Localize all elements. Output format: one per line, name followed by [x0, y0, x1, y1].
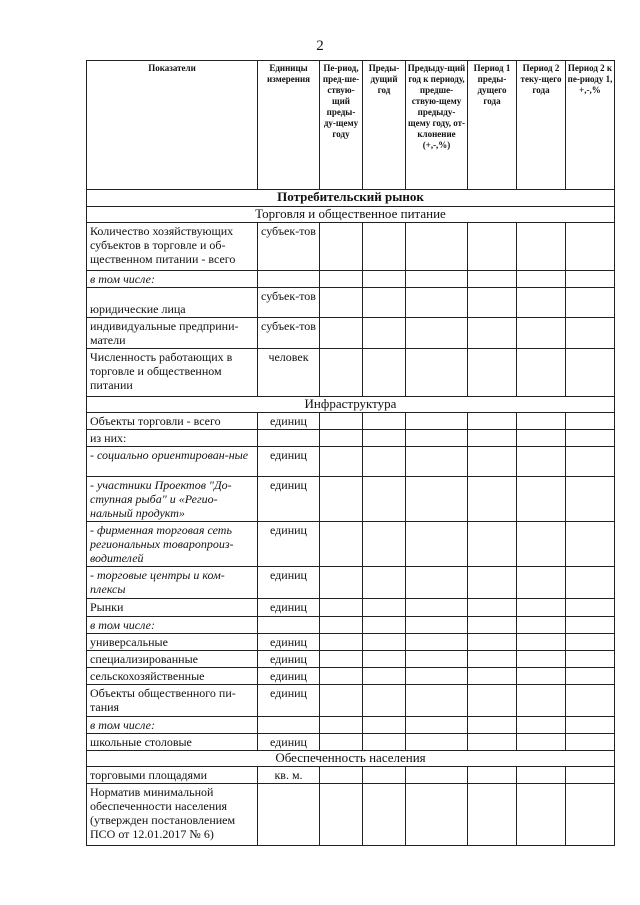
header-cell: Единицы измерения	[258, 61, 320, 190]
row-unit: кв. м.	[258, 767, 320, 784]
value-cell[interactable]	[517, 599, 566, 617]
row-unit: единиц	[258, 599, 320, 617]
value-cell[interactable]	[468, 685, 517, 717]
row-unit	[258, 430, 320, 447]
table-row	[87, 522, 615, 567]
value-cell[interactable]	[517, 617, 566, 634]
row-label: - фирменная торговая сеть региональных товаропроиз-водителей	[87, 522, 258, 567]
value-cell[interactable]	[406, 685, 468, 717]
value-cell[interactable]	[517, 447, 566, 477]
value-cell[interactable]	[363, 318, 406, 349]
value-cell[interactable]	[468, 734, 517, 751]
row-label: сельскохозяйственные	[87, 668, 258, 685]
value-cell[interactable]	[363, 223, 406, 271]
table-row	[87, 717, 615, 734]
header-row	[87, 61, 615, 190]
value-cell[interactable]	[517, 734, 566, 751]
value-cell[interactable]	[517, 668, 566, 685]
value-cell[interactable]	[566, 651, 615, 668]
value-cell[interactable]	[406, 567, 468, 599]
table-row	[87, 413, 615, 430]
table-row	[87, 734, 615, 751]
table-row	[87, 318, 615, 349]
row-label: в том числе:	[87, 271, 258, 288]
table-row	[87, 447, 615, 477]
row-unit: единиц	[258, 413, 320, 430]
value-cell[interactable]	[566, 223, 615, 271]
value-cell[interactable]	[468, 413, 517, 430]
table-row	[87, 567, 615, 599]
value-cell[interactable]	[566, 668, 615, 685]
row-unit: субъек-тов	[258, 223, 320, 271]
table-row	[87, 599, 615, 617]
value-cell[interactable]	[320, 318, 363, 349]
value-cell[interactable]	[363, 617, 406, 634]
value-cell[interactable]	[468, 717, 517, 734]
section-title: Потребительский рынок	[87, 190, 615, 207]
table-row	[87, 651, 615, 668]
value-cell[interactable]	[566, 734, 615, 751]
table-row	[87, 685, 615, 717]
value-cell[interactable]	[517, 784, 566, 846]
value-cell[interactable]	[468, 477, 517, 522]
row-label: Рынки	[87, 599, 258, 617]
row-unit: единиц	[258, 567, 320, 599]
value-cell[interactable]	[363, 288, 406, 318]
value-cell[interactable]	[468, 668, 517, 685]
row-label: Количество хозяйствующих субъектов в торговле и об-щественном питании - всего	[87, 223, 258, 271]
row-label: Объекты торговли - всего	[87, 413, 258, 430]
value-cell[interactable]	[566, 318, 615, 349]
row-label: из них:	[87, 430, 258, 447]
header-cell: Период 1 преды-дущего года	[468, 61, 517, 190]
value-cell[interactable]	[566, 685, 615, 717]
group-title-row	[87, 207, 615, 223]
value-cell[interactable]	[566, 288, 615, 318]
value-cell[interactable]	[517, 430, 566, 447]
table-row	[87, 784, 615, 846]
table-row	[87, 288, 615, 318]
value-cell[interactable]	[363, 567, 406, 599]
group-title-row	[87, 397, 615, 413]
section-row	[87, 190, 615, 207]
row-label: индивидуальные предприни-матели	[87, 318, 258, 349]
value-cell[interactable]	[566, 349, 615, 397]
value-cell[interactable]	[566, 599, 615, 617]
value-cell[interactable]	[468, 318, 517, 349]
value-cell[interactable]	[363, 734, 406, 751]
value-cell[interactable]	[320, 651, 363, 668]
row-unit: единиц	[258, 734, 320, 751]
value-cell[interactable]	[406, 767, 468, 784]
row-unit: единиц	[258, 634, 320, 651]
row-label: универсальные	[87, 634, 258, 651]
value-cell[interactable]	[517, 651, 566, 668]
value-cell[interactable]	[517, 634, 566, 651]
value-cell[interactable]	[406, 318, 468, 349]
header-cell: Предыду-щий год к периоду, предше-ствую-щему предыду-щему году, от-клонение (+,-,%)	[406, 61, 468, 190]
page-number: 2	[316, 38, 324, 54]
row-label: торговыми площадями	[87, 767, 258, 784]
value-cell[interactable]	[406, 617, 468, 634]
value-cell[interactable]	[517, 318, 566, 349]
value-cell[interactable]	[468, 271, 517, 288]
value-cell[interactable]	[363, 477, 406, 522]
value-cell[interactable]	[363, 413, 406, 430]
value-cell[interactable]	[363, 685, 406, 717]
row-unit	[258, 271, 320, 288]
header-cell: Показатели	[87, 61, 258, 190]
row-label: в том числе:	[87, 617, 258, 634]
value-cell[interactable]	[320, 430, 363, 447]
value-cell[interactable]	[320, 522, 363, 567]
value-cell[interactable]	[406, 651, 468, 668]
value-cell[interactable]	[320, 288, 363, 318]
value-cell[interactable]	[320, 784, 363, 846]
value-cell[interactable]	[320, 617, 363, 634]
group-title-row	[87, 751, 615, 767]
value-cell[interactable]	[517, 288, 566, 318]
value-cell[interactable]	[517, 767, 566, 784]
value-cell[interactable]	[566, 634, 615, 651]
value-cell[interactable]	[363, 767, 406, 784]
value-cell[interactable]	[406, 349, 468, 397]
value-cell[interactable]	[320, 717, 363, 734]
row-label: Численность работающих в торговле и общественном питании	[87, 349, 258, 397]
value-cell[interactable]	[363, 668, 406, 685]
value-cell[interactable]	[320, 685, 363, 717]
value-cell[interactable]	[468, 767, 517, 784]
value-cell[interactable]	[517, 685, 566, 717]
row-label: - участники Проектов "До-ступная рыба" и «Регио-нальный продукт»	[87, 477, 258, 522]
value-cell[interactable]	[406, 477, 468, 522]
value-cell[interactable]	[468, 567, 517, 599]
row-label: - социально ориентирован-ные	[87, 447, 258, 477]
group-title: Обеспеченность населения	[87, 751, 615, 767]
value-cell[interactable]	[406, 634, 468, 651]
value-cell[interactable]	[363, 599, 406, 617]
value-cell[interactable]	[566, 430, 615, 447]
value-cell[interactable]	[320, 223, 363, 271]
value-cell[interactable]	[468, 617, 517, 634]
row-unit: единиц	[258, 668, 320, 685]
value-cell[interactable]	[468, 288, 517, 318]
value-cell[interactable]	[566, 413, 615, 430]
indicators-table	[86, 60, 615, 846]
value-cell[interactable]	[363, 522, 406, 567]
value-cell[interactable]	[406, 271, 468, 288]
header-cell: Пе-риод, пред-ше-ствую-щий преды-ду-щему году	[320, 61, 363, 190]
value-cell[interactable]	[468, 430, 517, 447]
value-cell[interactable]	[517, 271, 566, 288]
value-cell[interactable]	[406, 668, 468, 685]
value-cell[interactable]	[320, 634, 363, 651]
value-cell[interactable]	[517, 522, 566, 567]
value-cell[interactable]	[566, 522, 615, 567]
value-cell[interactable]	[406, 223, 468, 271]
row-unit: единиц	[258, 522, 320, 567]
value-cell[interactable]	[320, 668, 363, 685]
value-cell[interactable]	[363, 651, 406, 668]
value-cell[interactable]	[363, 271, 406, 288]
table-row	[87, 349, 615, 397]
value-cell[interactable]	[320, 599, 363, 617]
value-cell[interactable]	[468, 223, 517, 271]
row-label: в том числе:	[87, 717, 258, 734]
row-label: Объекты общественного пи-тания	[87, 685, 258, 717]
value-cell[interactable]	[406, 447, 468, 477]
value-cell[interactable]	[406, 734, 468, 751]
value-cell[interactable]	[406, 288, 468, 318]
value-cell[interactable]	[468, 651, 517, 668]
row-unit: единиц	[258, 447, 320, 477]
value-cell[interactable]	[468, 522, 517, 567]
value-cell[interactable]	[363, 784, 406, 846]
value-cell[interactable]	[406, 413, 468, 430]
value-cell[interactable]	[363, 430, 406, 447]
value-cell[interactable]	[320, 271, 363, 288]
value-cell[interactable]	[320, 567, 363, 599]
table-body	[87, 190, 615, 846]
table-row	[87, 477, 615, 522]
row-unit: человек	[258, 349, 320, 397]
value-cell[interactable]	[363, 349, 406, 397]
value-cell[interactable]	[517, 717, 566, 734]
row-unit: субъек-тов	[258, 318, 320, 349]
value-cell[interactable]	[517, 567, 566, 599]
value-cell[interactable]	[363, 447, 406, 477]
value-cell[interactable]	[363, 634, 406, 651]
value-cell[interactable]	[320, 767, 363, 784]
row-label: специализированные	[87, 651, 258, 668]
header-cell: Период 2 к пе-риоду 1, +,-,%	[566, 61, 615, 190]
value-cell[interactable]	[517, 223, 566, 271]
value-cell[interactable]	[566, 617, 615, 634]
value-cell[interactable]	[363, 717, 406, 734]
value-cell[interactable]	[320, 734, 363, 751]
value-cell[interactable]	[406, 522, 468, 567]
value-cell[interactable]	[566, 271, 615, 288]
table-row	[87, 617, 615, 634]
row-unit: субъек-тов	[258, 288, 320, 318]
value-cell[interactable]	[468, 447, 517, 477]
value-cell[interactable]	[517, 477, 566, 522]
value-cell[interactable]	[320, 447, 363, 477]
table-row	[87, 271, 615, 288]
table-row	[87, 668, 615, 685]
row-unit: единиц	[258, 477, 320, 522]
value-cell[interactable]	[566, 447, 615, 477]
header-cell: Преды-дущий год	[363, 61, 406, 190]
row-unit	[258, 617, 320, 634]
group-title: Инфраструктура	[87, 397, 615, 413]
value-cell[interactable]	[320, 413, 363, 430]
row-unit	[258, 784, 320, 846]
group-title: Торговля и общественное питание	[87, 207, 615, 223]
row-label: - торговые центры и ком-плексы	[87, 567, 258, 599]
value-cell[interactable]	[517, 413, 566, 430]
value-cell[interactable]	[320, 477, 363, 522]
value-cell[interactable]	[468, 634, 517, 651]
table-row	[87, 430, 615, 447]
header-cell: Период 2 теку-щего года	[517, 61, 566, 190]
value-cell[interactable]	[468, 349, 517, 397]
value-cell[interactable]	[468, 599, 517, 617]
value-cell[interactable]	[468, 784, 517, 846]
table-row	[87, 223, 615, 271]
row-unit	[258, 717, 320, 734]
row-unit: единиц	[258, 651, 320, 668]
value-cell[interactable]	[566, 717, 615, 734]
value-cell[interactable]	[566, 767, 615, 784]
row-label: юридические лица	[87, 288, 258, 318]
row-label: Норматив минимальной обеспеченности населения (утвержден постановлением ПСО от 12.01.2017 № 6)	[87, 784, 258, 846]
value-cell[interactable]	[406, 430, 468, 447]
value-cell[interactable]	[406, 717, 468, 734]
value-cell[interactable]	[406, 784, 468, 846]
table-row	[87, 767, 615, 784]
table-row	[87, 634, 615, 651]
value-cell[interactable]	[320, 349, 363, 397]
value-cell[interactable]	[517, 349, 566, 397]
value-cell[interactable]	[566, 477, 615, 522]
row-label: школьные столовые	[87, 734, 258, 751]
value-cell[interactable]	[566, 784, 615, 846]
value-cell[interactable]	[566, 567, 615, 599]
value-cell[interactable]	[406, 599, 468, 617]
row-unit: единиц	[258, 685, 320, 717]
